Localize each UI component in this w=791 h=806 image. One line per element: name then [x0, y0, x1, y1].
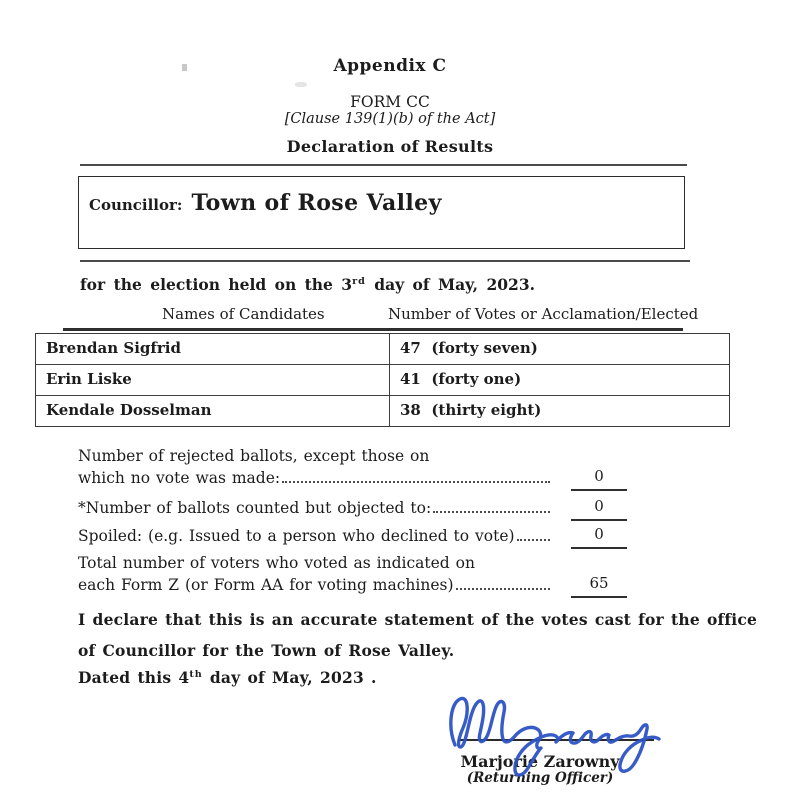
election-date-ordinal: rd — [352, 275, 366, 287]
candidate-name-cell: Erin Liske — [46, 370, 132, 388]
column-header-votes: Number of Votes or Acclamation/Elected — [388, 305, 699, 323]
rejected-ballots-line2 — [78, 469, 552, 487]
objected-ballots-value: 0 — [571, 497, 627, 521]
spoiled-ballots-text: Spoiled: (e.g. Issued to a person who declined to vote) — [78, 527, 515, 545]
office-value: Town of Rose Valley — [191, 190, 442, 216]
election-date-suffix: day of May, 2023. — [365, 275, 535, 294]
declaration-line2: of Councillor for the Town of Rose Valley. — [78, 641, 455, 660]
header-underline — [63, 328, 683, 331]
candidate-votes-cell: 41 (forty one) — [389, 365, 729, 395]
objected-ballots-text: *Number of ballots counted but objected to: — [78, 499, 432, 517]
table-row — [36, 395, 729, 426]
table-row — [36, 334, 729, 364]
document-title: Declaration of Results — [286, 137, 494, 156]
total-voters-line2 — [78, 576, 552, 594]
candidates-table — [35, 333, 730, 427]
dot-leader — [456, 576, 550, 590]
scan-artifact — [295, 82, 307, 87]
dated-prefix: Dated this 4 — [78, 668, 190, 687]
rejected-ballots-value: 0 — [571, 467, 627, 491]
total-voters-value: 65 — [571, 574, 627, 598]
spoiled-ballots-value: 0 — [571, 525, 627, 549]
election-date-prefix: for the election held on the 3 — [80, 275, 353, 294]
dated-ordinal: th — [189, 668, 203, 680]
declaration-line1: I declare that this is an accurate statement of the votes cast for the office — [78, 610, 758, 629]
dot-leader — [282, 469, 550, 483]
candidate-votes-cell: 38 (thirty eight) — [389, 396, 729, 426]
total-voters-line1: Total number of voters who voted as indicated on — [78, 554, 475, 572]
rejected-ballots-line1: Number of rejected ballots, except those on — [78, 447, 430, 465]
divider-line — [80, 260, 690, 262]
signatory-name: Marjorie Zarowny — [460, 752, 620, 771]
appendix-heading: Appendix C — [333, 56, 447, 76]
candidate-name-cell: Kendale Dosselman — [46, 401, 212, 419]
divider-line — [80, 164, 687, 166]
table-row — [36, 364, 729, 395]
dot-leader — [517, 527, 550, 541]
office-box — [78, 176, 685, 249]
rejected-ballots-text: which no vote was made: — [78, 469, 281, 487]
signature-line — [458, 739, 654, 741]
signatory-role: (Returning Officer) — [466, 770, 614, 786]
spoiled-ballots-line — [78, 527, 552, 545]
candidate-name-cell: Brendan Sigfrid — [46, 339, 181, 357]
election-date-line — [80, 275, 535, 294]
clause-reference: [Clause 139(1)(b) of the Act] — [284, 111, 496, 127]
total-voters-text: each Form Z (or Form AA for voting machines) — [78, 576, 454, 594]
dated-line — [78, 668, 377, 687]
dot-leader — [433, 499, 550, 513]
objected-ballots-line — [78, 499, 552, 517]
form-number: FORM CC — [350, 93, 430, 111]
office-label: Councillor: — [89, 196, 183, 214]
dated-suffix: day of May, 2023 . — [202, 668, 377, 687]
column-header-candidates: Names of Candidates — [162, 305, 325, 323]
candidate-votes-cell: 47 (forty seven) — [389, 334, 729, 364]
